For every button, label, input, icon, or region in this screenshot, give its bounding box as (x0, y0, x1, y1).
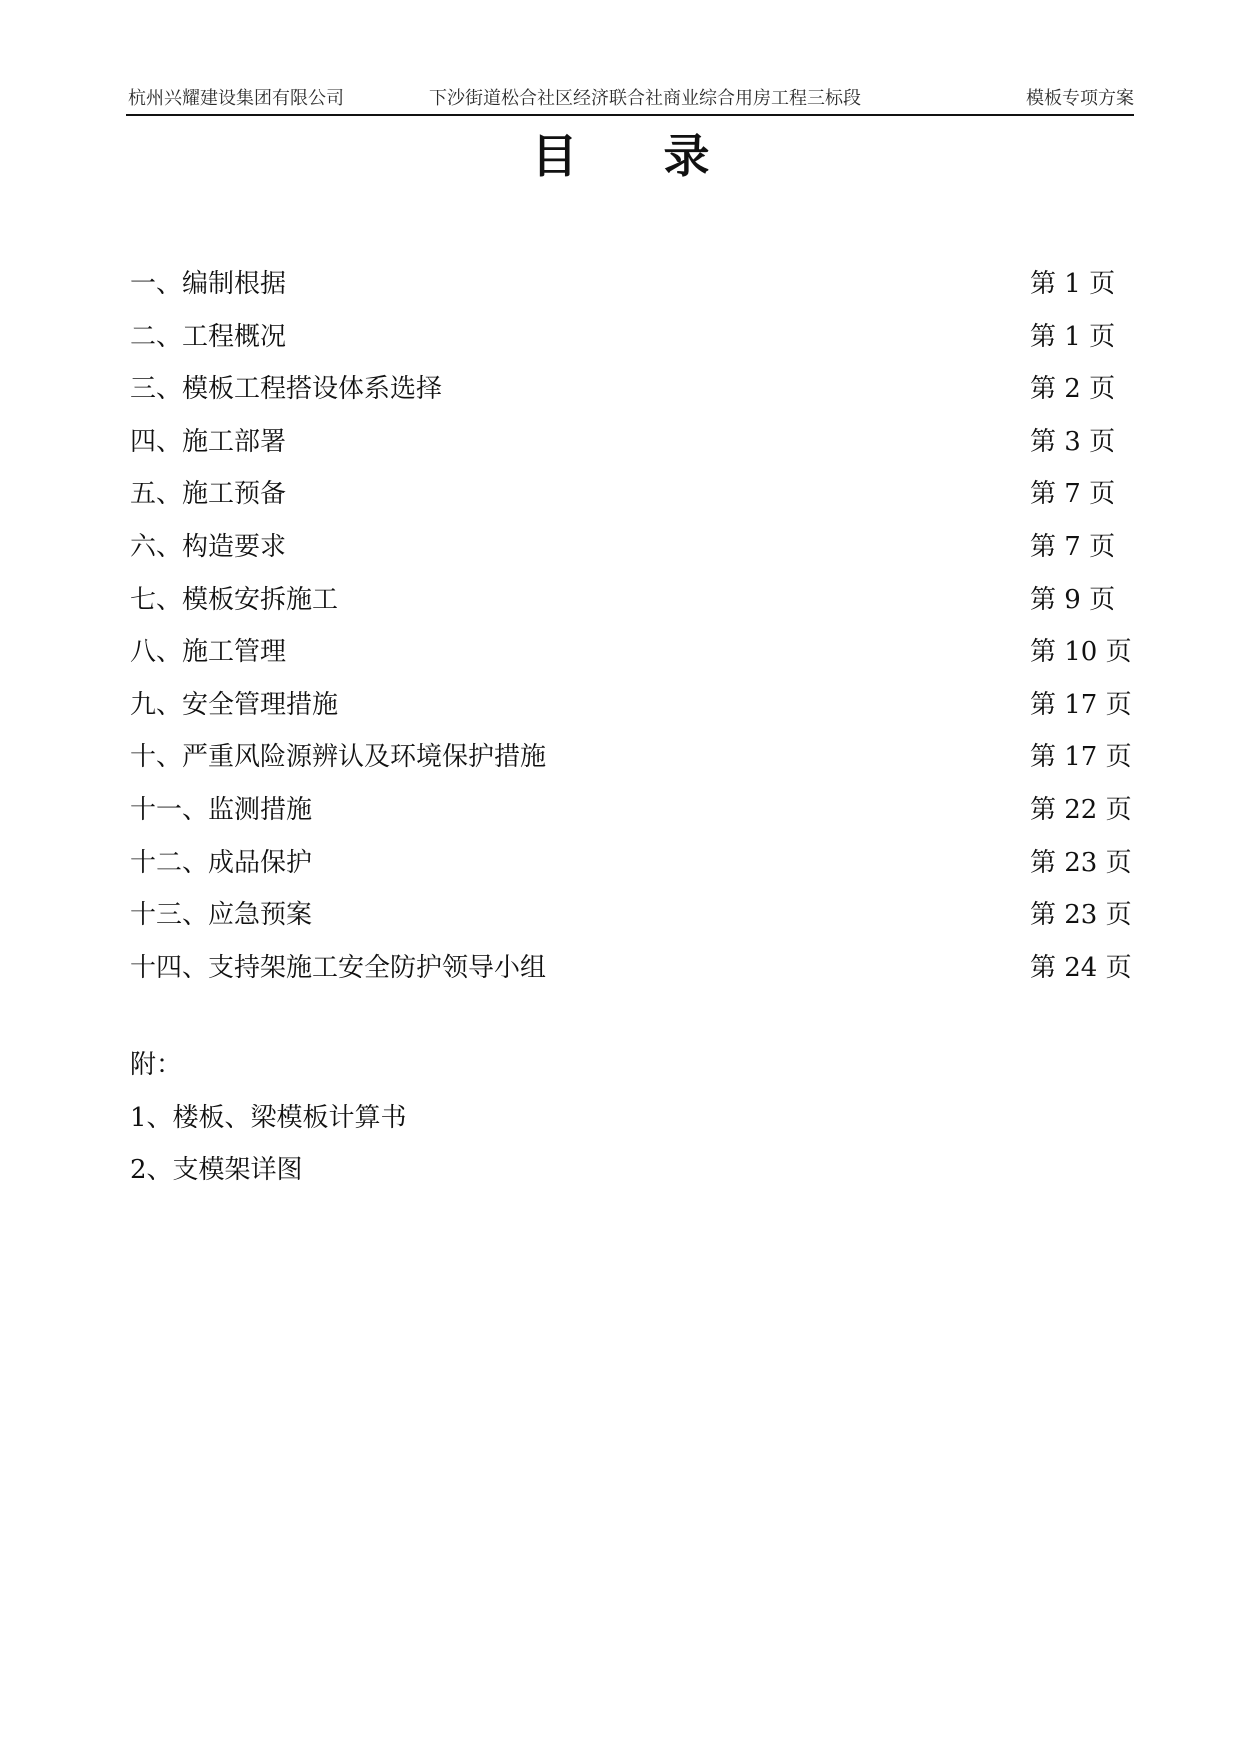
toc-item-label: 十四、支持架施工安全防护领导小组 (130, 952, 547, 983)
header-company: 杭州兴耀建设集团有限公司 (128, 88, 344, 109)
toc-item-label: 五、施工预备 (130, 479, 287, 510)
header-document-type: 模板专项方案 (1026, 88, 1134, 109)
toc-item (130, 258, 1130, 311)
appendix-item: 2、支模架详图 (130, 1155, 303, 1185)
toc-item-label: 九、安全管理措施 (130, 689, 339, 720)
toc-item-page: 第 23 页 (1030, 847, 1132, 878)
toc-item (130, 679, 1130, 732)
toc-item-label: 一、编制根据 (130, 269, 287, 299)
toc-item-label: 二、工程概况 (130, 321, 287, 352)
toc-item-page: 第 9 页 (1030, 584, 1116, 615)
toc-item (130, 468, 1130, 521)
toc-item (130, 363, 1130, 416)
toc-item-page: 第 10 页 (1030, 637, 1132, 668)
toc-item (130, 837, 1130, 890)
toc-item (130, 416, 1130, 469)
toc-item-label: 十一、监测措施 (130, 794, 313, 825)
header-divider (126, 114, 1134, 116)
appendix-item: 1、楼板、梁模板计算书 (130, 1103, 407, 1133)
appendix-title: 附： (130, 1050, 183, 1080)
header-project: 下沙街道松合社区经济联合社商业综合用房工程三标段 (429, 88, 861, 109)
toc-item (130, 784, 1130, 837)
toc-item-page: 第 17 页 (1030, 689, 1132, 720)
toc-item-page: 第 17 页 (1030, 742, 1132, 773)
toc-item-page: 第 7 页 (1030, 531, 1116, 562)
appendix-section (130, 1038, 1030, 1196)
toc-item-label: 十、严重风险源辨认及环境保护措施 (130, 742, 547, 773)
toc-item-label: 十三、应急预案 (130, 900, 313, 931)
toc-item-label: 八、施工管理 (130, 637, 287, 668)
toc-item (130, 626, 1130, 679)
toc-item-page: 第 3 页 (1030, 426, 1116, 457)
toc-item-page: 第 1 页 (1030, 321, 1116, 352)
toc-item (130, 731, 1130, 784)
toc-item (130, 521, 1130, 574)
toc-item-label: 十二、成品保护 (130, 847, 313, 878)
page-header (128, 86, 1134, 112)
toc-item-page: 第 2 页 (1030, 374, 1116, 405)
page-title: 目录 (531, 129, 796, 183)
toc-item (130, 574, 1130, 627)
toc-item-page: 第 22 页 (1030, 794, 1132, 825)
toc-item-page: 第 1 页 (1030, 269, 1116, 299)
toc-item (130, 889, 1130, 942)
toc-item-label: 七、模板安拆施工 (130, 584, 339, 615)
toc-item-page: 第 24 页 (1030, 952, 1132, 983)
toc-item-page: 第 7 页 (1030, 479, 1116, 510)
toc-item-page: 第 23 页 (1030, 900, 1132, 931)
toc-item (130, 311, 1130, 364)
table-of-contents (130, 258, 1130, 994)
toc-item-label: 六、构造要求 (130, 531, 287, 562)
toc-item (130, 942, 1130, 995)
toc-item-label: 三、模板工程搭设体系选择 (130, 374, 443, 405)
toc-item-label: 四、施工部署 (130, 426, 287, 457)
